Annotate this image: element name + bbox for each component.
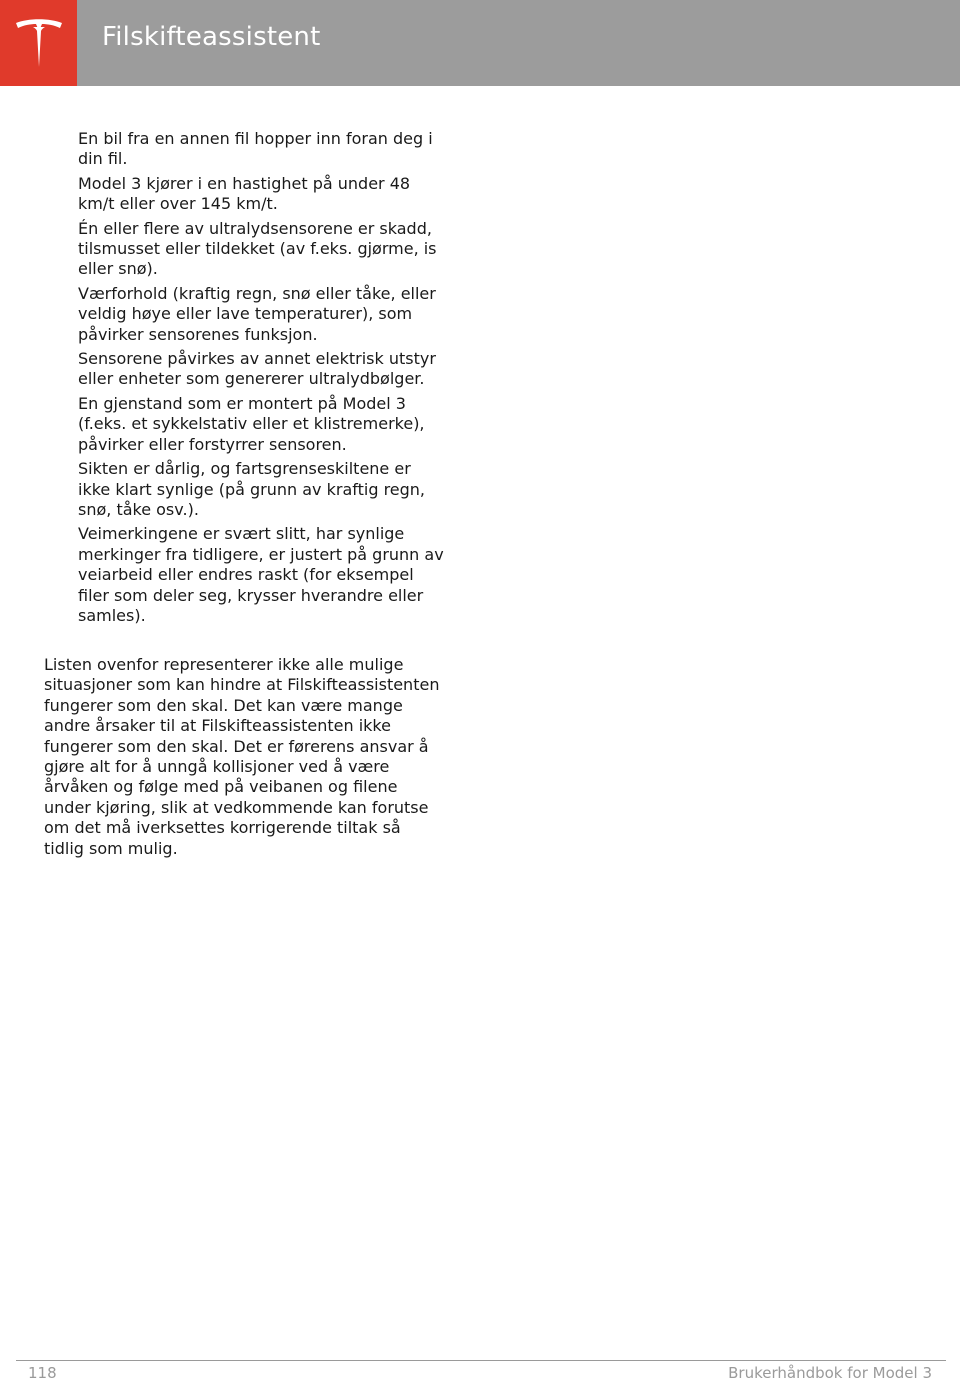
page-header — [0, 0, 960, 86]
list-item: Værforhold (kraftig regn, snø eller tåke, eller veldig høye eller lave temperaturer), som påvirker sensorenes funksjon. — [78, 283, 436, 344]
footer-divider — [16, 1360, 946, 1361]
list-item: En gjenstand som er montert på Model 3 (f.eks. et sykkelstativ eller et klistremerke), påvirker eller forstyrrer sensoren. — [78, 393, 425, 454]
page-number: 118 — [28, 1364, 57, 1382]
list-item: Sikten er dårlig, og fartsgrenseskiltene er ikke klart synlige (på grunn av kraftig regn, snø, tåke osv.). — [78, 459, 426, 519]
list-item: Model 3 kjører i en hastighet på under 48 km/t eller over 145 km/t. — [78, 173, 411, 214]
logo-box — [0, 0, 77, 86]
tesla-logo-icon — [14, 17, 64, 69]
page-title: Filskifteassistent — [102, 22, 321, 52]
list-item: En bil fra en annen fil hopper inn foran deg i din fil. — [78, 129, 433, 169]
footer-manual-title: Brukerhåndbok for Model 3 — [728, 1364, 932, 1382]
condition-list — [78, 129, 448, 630]
list-item: Sensorene påvirkes av annet elektrisk utstyr eller enheter som genererer ultralydbølger. — [78, 349, 436, 389]
list-item: Én eller flere av ultralydsensorene er skadd, tilsmusset eller tildekket (av f.eks. gjørme, is eller snø). — [78, 218, 437, 279]
list-item: Veimerkingene er svært slitt, har synlige merkinger fra tidligere, er justert på grunn av veiarbeid eller endres raskt (for eksempel filer som deler seg, krysser hverandre eller samles). — [78, 524, 444, 625]
body-paragraph: Listen ovenfor representerer ikke alle mulige situasjoner som kan hindre at Filskifteassistenten fungerer som den skal. Det kan være mange andre årsaker til at Filskifteassistenten ikke fungerer som den skal. Det er førerens ansvar å gjøre alt for å unngå kollisjoner ved å være årvåken og følge med på veibanen og filene under kjøring, slik at vedkommende kan forutse om det må iverksettes korrigerende tiltak så tidlig som mulig. — [44, 655, 440, 858]
